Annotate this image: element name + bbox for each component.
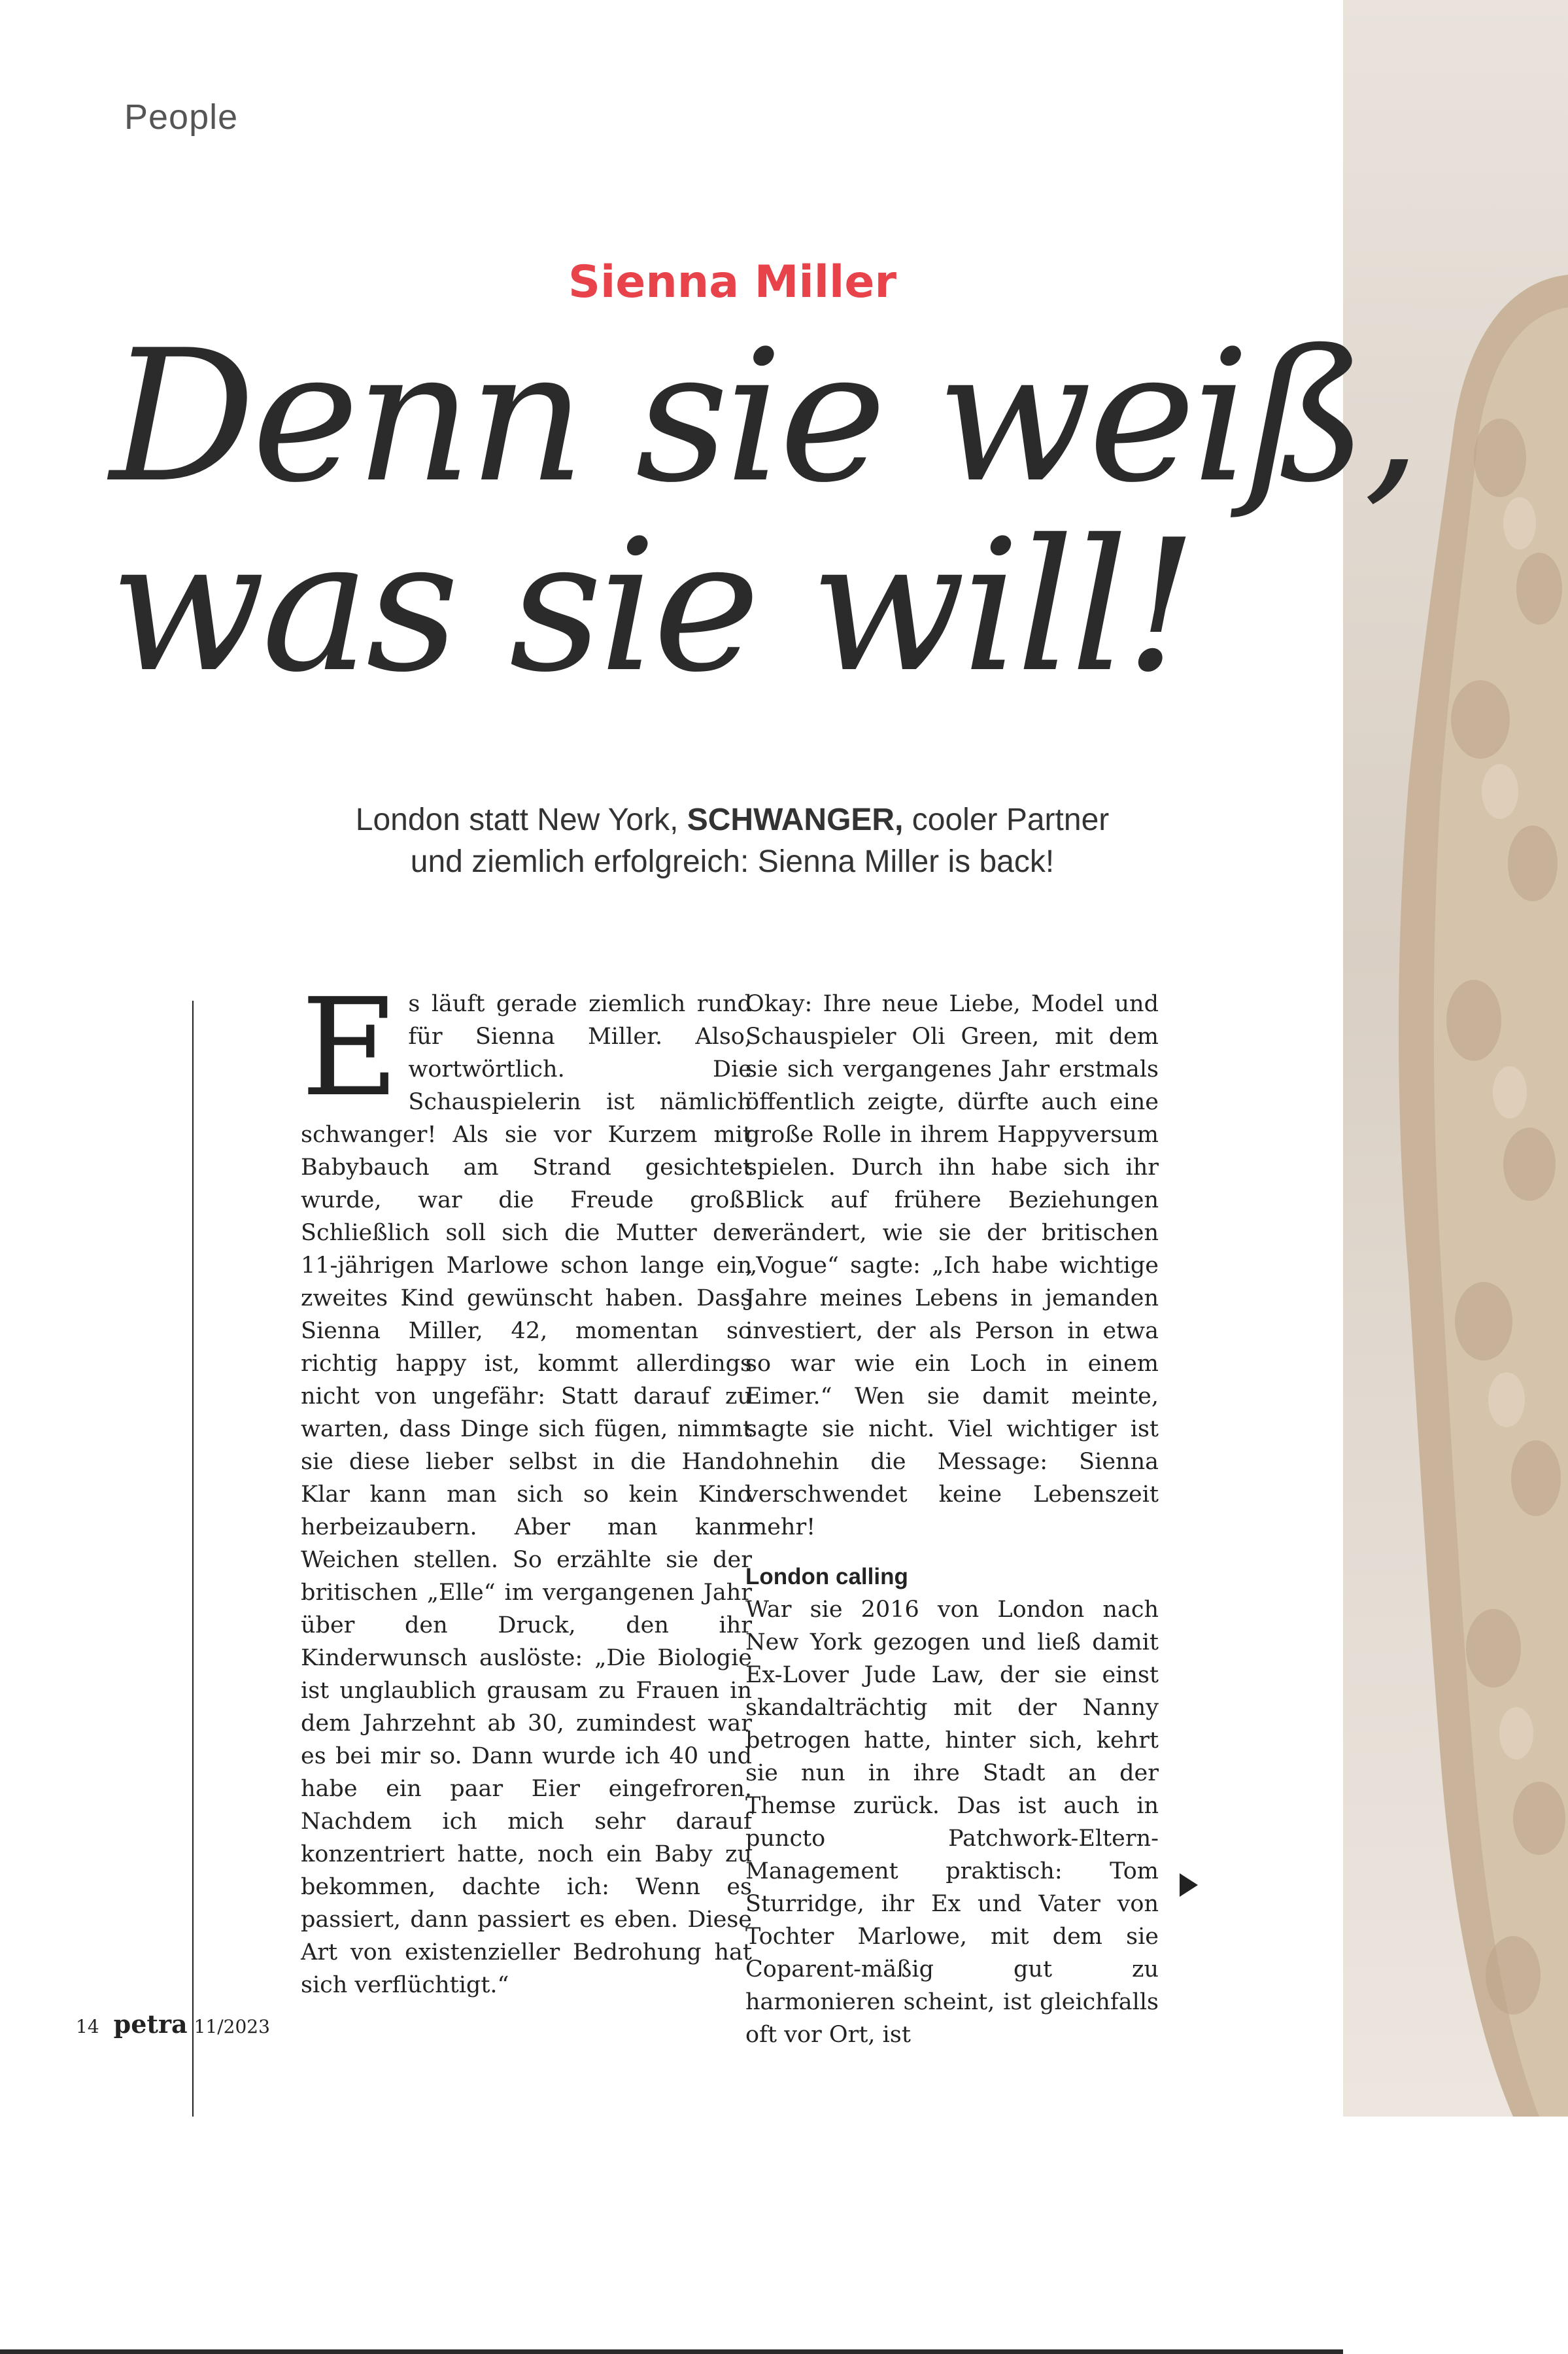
article-paragraph-1: s läuft gerade ziemlich rund für Sienna Miller. Also, wortwörtlich. Die Schauspielerin ist nämlich schwanger! Als sie vor Kurzem mit Babybauch am Strand gesichtet wurde, war die Freude groß. Schließlich soll sich die Mutter der 11-jährigen Marlowe schon lange ein zweites Kind gewünscht haben. Dass Sienna Miller, 42, momentan so richtig happy ist, kommt allerdings nicht von ungefähr: Statt darauf zu warten, dass Dinge sich fügen, nimmt sie diese lieber selbst in die Hand. Klar kann man sich so kein Kind herbeizaubern. Aber man kann Weichen stellen. So erzählte sie der britischen „Elle“ im vergangenen Jahr über den Druck, den ihr Kinderwunsch auslöste: „Die Biologie ist unglaublich grausam zu Frauen in dem Jahrzehnt ab 30, zumindest war es bei mir so. Dann wurde ich 40 und habe ein paar Eier eingefroren. Nachdem ich mich sehr darauf konzentriert hatte, noch ein Baby zu bekommen, dachte ich: Wenn es passiert, dann passiert es eben. Diese Art von existenzieller Bedrohung hat sich verflüchtigt.“ <box>301 991 752 1998</box>
dropcap: E <box>301 969 400 1126</box>
article-paragraph-3: War sie 2016 von London nach New York gezogen und ließ damit Ex-Lover Jude Law, der sie einst skandalträchtig mit der Nanny betrogen hatte, hinter sich, kehrt sie nun in ihre Stadt an der Themse zurück. Das ist auch in puncto Patchwork-Eltern-Management praktisch: Tom Sturridge, ihr Ex und Vater von Tochter Marlowe, mit dem sie Coparent-mäßig gut zu harmonieren scheint, ist gleichfalls oft vor Ort, ist <box>745 1597 1159 2048</box>
kicker: Sienna Miller <box>568 256 897 308</box>
section-label: People <box>124 97 239 137</box>
article-column-1 <box>301 969 752 2001</box>
teaser-bold: SCHWANGER, <box>687 803 904 837</box>
teaser-part-1: London statt New York, <box>355 803 687 837</box>
continue-arrow-icon <box>1180 1873 1198 1897</box>
headline <box>110 311 1418 712</box>
issue: 11/2023 <box>194 2016 270 2037</box>
teaser-line-2: und ziemlich erfolgreich: Sienna Miller is back! <box>410 844 1055 879</box>
magazine-brand: petra <box>113 2009 188 2039</box>
subheading: London calling <box>745 1564 908 1589</box>
vertical-rule <box>192 1001 194 2117</box>
article-paragraph-2: Okay: Ihre neue Liebe, Model und Schauspieler Oli Green, mit dem sie sich vergangenes Jahr erstmals öffentlich zeigte, dürfte auch eine große Rolle in ihrem Happyversum spielen. Durch ihn habe sich ihr Blick auf frühere Beziehungen verändert, wie sie der britischen „Vogue“ sagte: „Ich habe wichtige Jahre meines Lebens in jemanden investiert, der als Person in etwa so war wie ein Loch in einem Eimer.“ Wen sie damit meinte, sagte sie nicht. Viel wichtiger ist ohnehin die Message: Sienna verschwendet keine Lebenszeit mehr! <box>745 991 1159 1540</box>
teaser-part-2: cooler Partner <box>903 803 1110 837</box>
folio <box>76 2009 270 2039</box>
headline-line-1: Denn sie weiß, <box>110 311 1418 523</box>
teaser <box>275 799 1190 883</box>
article-column-2 <box>745 988 1159 2051</box>
headline-line-2: was sie will! <box>110 500 1194 712</box>
bottom-rule <box>0 2349 1343 2354</box>
page-number: 14 <box>76 2016 99 2037</box>
